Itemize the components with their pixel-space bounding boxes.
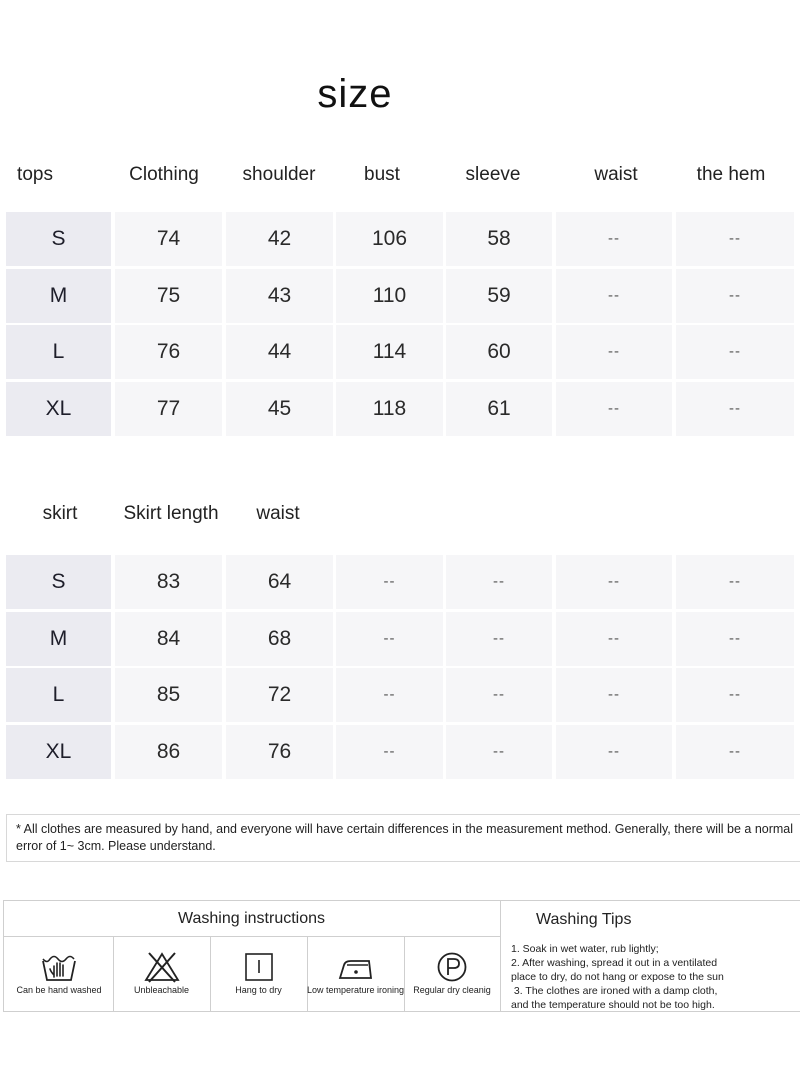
table-row (0, 325, 800, 379)
empty-cell: -- (556, 555, 672, 609)
hem-cell: -- (676, 325, 794, 379)
tip-line: 3. The clothes are ironed with a damp cloth, (511, 985, 718, 997)
care-item-no-bleach (113, 937, 210, 1011)
size-cell: S (6, 555, 111, 609)
sleeve-cell: 58 (446, 212, 552, 266)
size-cell: M (6, 269, 111, 323)
care-item-hang-dry (210, 937, 307, 1011)
low-iron-icon (335, 951, 377, 983)
skirt-length-cell: 84 (115, 612, 222, 666)
table-row (0, 382, 800, 436)
skirt-length-cell: 85 (115, 668, 222, 722)
size-cell: L (6, 325, 111, 379)
skirt-waist-cell: 64 (226, 555, 333, 609)
size-cell: S (6, 212, 111, 266)
hand-wash-icon (40, 951, 78, 983)
skirt-waist-cell: 76 (226, 725, 333, 779)
size-cell: M (6, 612, 111, 666)
care-label: Low temperature ironing (307, 985, 405, 995)
sleeve-header: sleeve (465, 164, 521, 185)
tip-line: 1. Soak in wet water, rub lightly; (511, 943, 659, 955)
bust-header: bust (364, 164, 400, 185)
empty-cell: -- (446, 668, 552, 722)
washing-tips-title: Washing Tips (536, 911, 632, 928)
table-row (0, 212, 800, 266)
care-label: Hang to dry (235, 985, 282, 995)
skirt-header-row (0, 499, 800, 529)
empty-cell: -- (446, 612, 552, 666)
skirt-length-header: Skirt length (123, 503, 219, 524)
hang-dry-icon (240, 951, 278, 983)
waist-cell: -- (556, 269, 672, 323)
washing-instructions-title: Washing instructions (177, 910, 326, 927)
tip-line: place to dry, do not hang or expose to the sun (511, 971, 724, 983)
empty-cell: -- (556, 612, 672, 666)
washing-section (3, 900, 800, 1012)
hem-cell: -- (676, 382, 794, 436)
size-cell: XL (6, 725, 111, 779)
care-label: Regular dry cleanig (413, 985, 491, 995)
care-item-low-iron (307, 937, 404, 1011)
care-item-hand-wash (5, 937, 113, 1011)
sleeve-cell: 61 (446, 382, 552, 436)
skirt-length-cell: 86 (115, 725, 222, 779)
skirt-waist-cell: 72 (226, 668, 333, 722)
skirt-length-cell: 83 (115, 555, 222, 609)
table-row (0, 555, 800, 609)
clothing-length-cell: 74 (115, 212, 222, 266)
clothing-header: Clothing (129, 164, 199, 185)
tip-line: 2. After washing, spread it out in a ventilated (511, 957, 718, 969)
table-row (0, 269, 800, 323)
skirt-waist-header: waist (256, 503, 300, 524)
bust-cell: 114 (336, 325, 443, 379)
empty-cell: -- (336, 555, 443, 609)
empty-cell: -- (676, 612, 794, 666)
dry-clean-icon (433, 951, 471, 983)
waist-cell: -- (556, 212, 672, 266)
clothing-length-cell: 75 (115, 269, 222, 323)
empty-cell: -- (336, 725, 443, 779)
empty-cell: -- (336, 668, 443, 722)
size-cell: XL (6, 382, 111, 436)
hem-cell: -- (676, 212, 794, 266)
care-label: Unbleachable (133, 985, 190, 995)
clothing-length-cell: 76 (115, 325, 222, 379)
waist-cell: -- (556, 382, 672, 436)
sleeve-cell: 60 (446, 325, 552, 379)
shoulder-cell: 43 (226, 269, 333, 323)
empty-cell: -- (446, 555, 552, 609)
waist-header: waist (594, 164, 638, 185)
table-row (0, 612, 800, 666)
empty-cell: -- (336, 612, 443, 666)
size-cell: L (6, 668, 111, 722)
no-bleach-icon (143, 951, 181, 983)
bust-cell: 106 (336, 212, 443, 266)
skirt-waist-cell: 68 (226, 612, 333, 666)
hem-cell: -- (676, 269, 794, 323)
hem-header: the hem (696, 164, 766, 185)
page-title: size (317, 72, 393, 116)
empty-cell: -- (446, 725, 552, 779)
shoulder-cell: 44 (226, 325, 333, 379)
clothing-length-cell: 77 (115, 382, 222, 436)
washing-tips-list (511, 942, 796, 1012)
empty-cell: -- (556, 725, 672, 779)
bust-cell: 110 (336, 269, 443, 323)
tops-header-row (0, 160, 800, 190)
empty-cell: -- (676, 555, 794, 609)
shoulder-cell: 45 (226, 382, 333, 436)
table-row (0, 725, 800, 779)
table-row (0, 668, 800, 722)
empty-cell: -- (556, 668, 672, 722)
measurement-note: * All clothes are measured by hand, and everyone will have certain differences in the measurement method. Generally, there will be a normal error of 1~ 3cm. Please understand. (6, 814, 800, 862)
sleeve-cell: 59 (446, 269, 552, 323)
waist-cell: -- (556, 325, 672, 379)
shoulder-cell: 42 (226, 212, 333, 266)
tip-line: and the temperature should not be too high. (511, 999, 715, 1011)
care-label: Can be hand washed (16, 985, 102, 995)
empty-cell: -- (676, 725, 794, 779)
divider (500, 900, 501, 1012)
tops-header-label: tops (17, 164, 53, 185)
skirt-header-label: skirt (42, 503, 78, 524)
empty-cell: -- (676, 668, 794, 722)
shoulder-header: shoulder (242, 164, 316, 185)
bust-cell: 118 (336, 382, 443, 436)
care-item-dry-clean (404, 937, 500, 1011)
